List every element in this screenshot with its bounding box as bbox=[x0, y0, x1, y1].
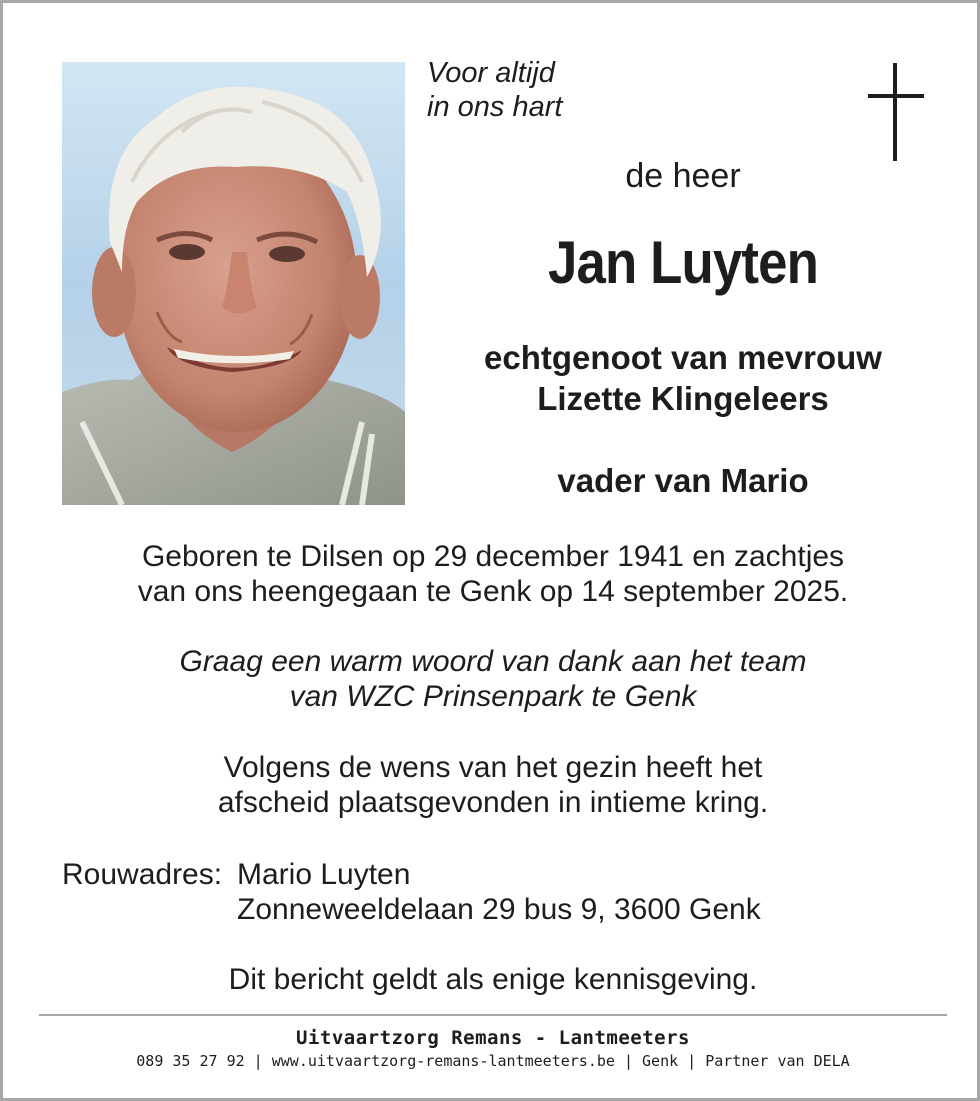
latin-cross-icon bbox=[865, 63, 925, 163]
funeral-company-name: Uitvaartzorg Remans - Lantmeeters bbox=[296, 1027, 690, 1049]
thanks-line-2: van WZC Prinsenpark te Genk bbox=[289, 680, 697, 713]
spouse-info bbox=[423, 337, 943, 419]
children-info: vader van Mario bbox=[557, 462, 809, 499]
wish-line-2: afscheid plaatsgevonden in intieme kring. bbox=[217, 786, 769, 819]
motto bbox=[427, 56, 562, 124]
spouse-line-1: echtgenoot van mevrouw bbox=[484, 339, 882, 376]
thanks-line-1: Graag een warm woord van dank aan het team bbox=[179, 645, 807, 678]
thanks-text bbox=[23, 644, 963, 714]
address-label: Rouwadres: bbox=[62, 858, 223, 891]
motto-line-2: in ons hart bbox=[427, 91, 563, 123]
address-street: Zonneweeldelaan 29 bus 9, 3600 Genk bbox=[237, 893, 761, 926]
family-wish-text bbox=[23, 750, 963, 820]
funeral-company-contact: 089 35 27 92 | www.uitvaartzorg-remans-lantmeeters.be | Genk | Partner van DELA bbox=[136, 1052, 850, 1070]
footer-divider bbox=[39, 1014, 947, 1016]
honorific-title: de heer bbox=[625, 157, 741, 195]
notice-text: Dit bericht geldt als enige kennisgeving. bbox=[228, 963, 758, 996]
portrait-photo bbox=[62, 62, 405, 505]
birth-death-line-2: van ons heengegaan te Genk op 14 september 2025. bbox=[137, 575, 849, 608]
spouse-line-2: Lizette Klingeleers bbox=[537, 380, 829, 417]
address-name: Mario Luyten bbox=[237, 858, 411, 891]
deceased-name: Jan Luyten bbox=[548, 229, 818, 296]
birth-death-text bbox=[23, 539, 963, 609]
wish-line-1: Volgens de wens van het gezin heeft het bbox=[223, 751, 763, 784]
portrait-illustration bbox=[62, 62, 405, 505]
motto-line-1: Voor altijd bbox=[427, 57, 555, 89]
birth-death-line-1: Geboren te Dilsen op 29 december 1941 en zachtjes bbox=[141, 540, 845, 573]
